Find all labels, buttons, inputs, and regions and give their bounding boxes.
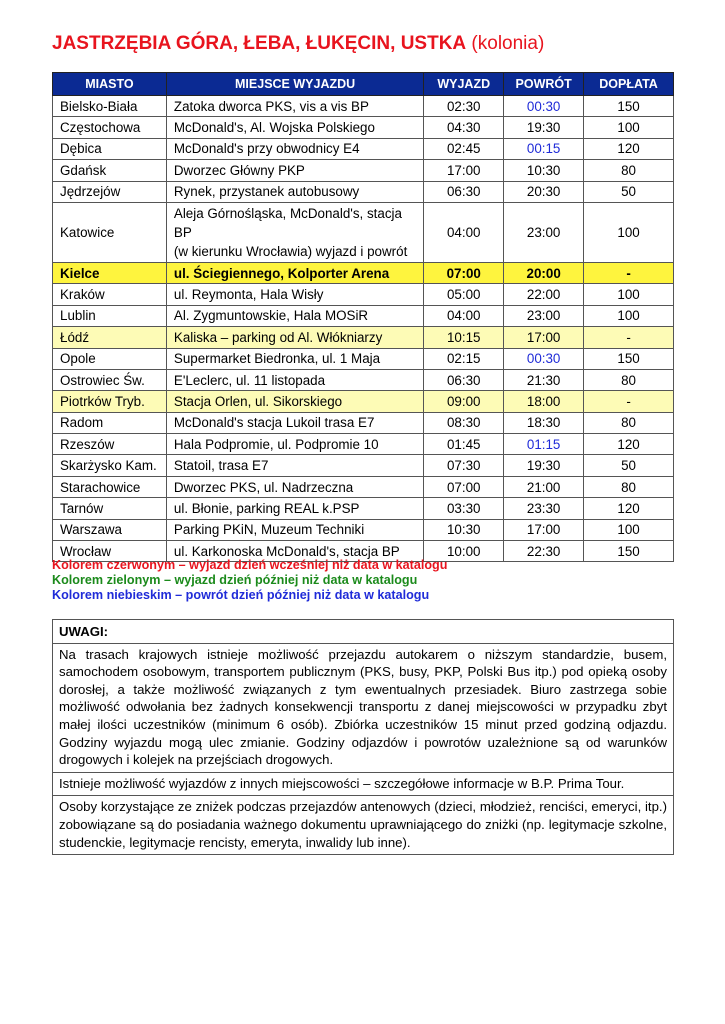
cell-city: Dębica <box>53 138 167 159</box>
cell-fee: 100 <box>584 202 674 262</box>
cell-departure: 05:00 <box>424 284 504 305</box>
table-row <box>53 498 674 519</box>
cell-departure: 02:15 <box>424 348 504 369</box>
cell-place <box>166 202 423 262</box>
cell-fee: - <box>584 391 674 412</box>
table-row <box>53 434 674 455</box>
cell-fee: 150 <box>584 96 674 117</box>
header-fee: DOPŁATA <box>584 73 674 96</box>
cell-city: Wrocław <box>53 541 167 562</box>
cell-place: Dworzec PKS, ul. Nadrzeczna <box>166 476 423 497</box>
cell-return: 21:30 <box>504 369 584 390</box>
cell-fee: 120 <box>584 434 674 455</box>
cell-place: ul. Błonie, parking REAL k.PSP <box>166 498 423 519</box>
cell-city: Opole <box>53 348 167 369</box>
cell-fee: 80 <box>584 160 674 181</box>
cell-departure: 07:00 <box>424 262 504 283</box>
cell-city: Katowice <box>53 202 167 262</box>
table-row <box>53 305 674 326</box>
cell-city: Radom <box>53 412 167 433</box>
cell-city: Kielce <box>53 262 167 283</box>
cell-return: 19:30 <box>504 117 584 138</box>
cell-departure: 04:30 <box>424 117 504 138</box>
cell-departure: 10:15 <box>424 327 504 348</box>
cell-fee: 120 <box>584 138 674 159</box>
departure-table <box>52 72 674 562</box>
cell-city: Tarnów <box>53 498 167 519</box>
cell-departure: 04:00 <box>424 202 504 262</box>
cell-city: Łódź <box>53 327 167 348</box>
table-row <box>53 348 674 369</box>
table-row <box>53 117 674 138</box>
cell-fee: 120 <box>584 498 674 519</box>
cell-departure: 10:00 <box>424 541 504 562</box>
cell-city: Rzeszów <box>53 434 167 455</box>
cell-fee: 150 <box>584 348 674 369</box>
header-place: MIEJSCE WYJAZDU <box>166 73 423 96</box>
cell-fee: 100 <box>584 519 674 540</box>
cell-departure: 03:30 <box>424 498 504 519</box>
cell-place: McDonald's stacja Lukoil trasa E7 <box>166 412 423 433</box>
cell-city: Warszawa <box>53 519 167 540</box>
cell-place: McDonald's przy obwodnicy E4 <box>166 138 423 159</box>
cell-return: 19:30 <box>504 455 584 476</box>
table-row <box>53 262 674 283</box>
cell-fee: 100 <box>584 117 674 138</box>
cell-return: 21:00 <box>504 476 584 497</box>
cell-fee: 150 <box>584 541 674 562</box>
header-departure: WYJAZD <box>424 73 504 96</box>
cell-return: 17:00 <box>504 327 584 348</box>
cell-city: Piotrków Tryb. <box>53 391 167 412</box>
cell-departure: 06:30 <box>424 181 504 202</box>
cell-city: Kraków <box>53 284 167 305</box>
cell-place: Parking PKiN, Muzeum Techniki <box>166 519 423 540</box>
header-city: MIASTO <box>53 73 167 96</box>
cell-departure: 08:30 <box>424 412 504 433</box>
title-suffix: (kolonia) <box>471 33 545 54</box>
table-row <box>53 476 674 497</box>
cell-fee: - <box>584 262 674 283</box>
legend-green: Kolorem zielonym – wyjazd dzień później niż data w katalogu <box>52 573 418 587</box>
table-row <box>53 181 674 202</box>
cell-fee: 50 <box>584 455 674 476</box>
cell-place-line: Aleja Górnośląska, McDonald's, stacja BP <box>173 205 402 240</box>
cell-return: 18:00 <box>504 391 584 412</box>
cell-city: Ostrowiec Św. <box>53 369 167 390</box>
cell-departure: 02:30 <box>424 96 504 117</box>
cell-city: Częstochowa <box>53 117 167 138</box>
cell-return: 20:30 <box>504 181 584 202</box>
cell-city: Gdańsk <box>53 160 167 181</box>
cell-return: 20:00 <box>504 262 584 283</box>
cell-city: Starachowice <box>53 476 167 497</box>
cell-fee: 80 <box>584 476 674 497</box>
cell-return: 01:15 <box>504 434 584 455</box>
table-row <box>53 327 674 348</box>
cell-departure: 07:00 <box>424 476 504 497</box>
cell-return: 18:30 <box>504 412 584 433</box>
cell-return: 00:30 <box>504 96 584 117</box>
cell-place: Hala Podpromie, ul. Podpromie 10 <box>166 434 423 455</box>
cell-return: 22:00 <box>504 284 584 305</box>
cell-place: Rynek, przystanek autobusowy <box>166 181 423 202</box>
notes-paragraph: Istnieje możliwość wyjazdów z innych miejscowości – szczegółowe informacje w B.P. Prima Tour. <box>53 773 673 797</box>
cell-place-line: (w kierunku Wrocławia) wyjazd i powrót <box>173 243 408 259</box>
cell-place: Dworzec Główny PKP <box>166 160 423 181</box>
cell-fee: 80 <box>584 369 674 390</box>
cell-return: 23:30 <box>504 498 584 519</box>
table-row <box>53 412 674 433</box>
cell-return: 00:30 <box>504 348 584 369</box>
cell-departure: 02:45 <box>424 138 504 159</box>
table-row <box>53 96 674 117</box>
cell-departure: 06:30 <box>424 369 504 390</box>
cell-fee: - <box>584 327 674 348</box>
cell-departure: 17:00 <box>424 160 504 181</box>
cell-return: 23:00 <box>504 202 584 262</box>
cell-place: Supermarket Biedronka, ul. 1 Maja <box>166 348 423 369</box>
table-row <box>53 391 674 412</box>
cell-place: McDonald's, Al. Wojska Polskiego <box>166 117 423 138</box>
cell-place: Zatoka dworca PKS, vis a vis BP <box>166 96 423 117</box>
cell-return: 23:00 <box>504 305 584 326</box>
notes-paragraph: Osoby korzystające ze zniżek podczas przejazdów antenowych (dzieci, młodzież, renciści, emeryci, itp.) zobowiązane są do posiadania ważnego dokumentu uprawniającego do zniżki (np. legitymacje szkolne, studenckie, legitymacje rencisty, emeryta, inwalidy lub inne). <box>59 799 667 850</box>
cell-place: Statoil, trasa E7 <box>166 455 423 476</box>
cell-city: Bielsko-Biała <box>53 96 167 117</box>
cell-city: Skarżysko Kam. <box>53 455 167 476</box>
cell-place: Al. Zygmuntowskie, Hala MOSiR <box>166 305 423 326</box>
title-main: JASTRZĘBIA GÓRA, ŁEBA, ŁUKĘCIN, USTKA <box>52 33 467 54</box>
header-return: POWRÓT <box>504 73 584 96</box>
cell-place: ul. Reymonta, Hala Wisły <box>166 284 423 305</box>
cell-fee: 100 <box>584 284 674 305</box>
cell-place: Kaliska – parking od Al. Włókniarzy <box>166 327 423 348</box>
table-row <box>53 455 674 476</box>
legend-blue: Kolorem niebieskim – powrót dzień później niż data w katalogu <box>52 588 430 602</box>
cell-return: 22:30 <box>504 541 584 562</box>
table-row <box>53 284 674 305</box>
table-header-row <box>53 73 674 96</box>
cell-place: E'Leclerc, ul. 11 listopada <box>166 369 423 390</box>
table-row <box>53 519 674 540</box>
table-row <box>53 138 674 159</box>
cell-city: Jędrzejów <box>53 181 167 202</box>
table-row <box>53 202 674 262</box>
cell-return: 10:30 <box>504 160 584 181</box>
color-legend <box>52 558 447 603</box>
cell-fee: 100 <box>584 305 674 326</box>
notes-heading: UWAGI: <box>53 620 673 644</box>
cell-place: ul. Ściegiennego, Kolporter Arena <box>166 262 423 283</box>
notes-box <box>52 619 674 855</box>
table-row <box>53 160 674 181</box>
notes-paragraph: Na trasach krajowych istnieje możliwość przejazdu autokarem o niższym standardzie, busem, samochodem osobowym, transportem publicznym (PKS, busy, PKP, Polski Bus itp.) pod opieką osoby dorosłej, a także możliwość związanych z tym ewentualnych przesiadek. Biuro zastrzega sobie możliwość odwołania bez żadnych konsekwencji transportu z danej miejscowości w przypadku zbyt małej ilości uczestników (minimum 6 osób). Zbiórka uczestników 15 minut przed godziną odjazdu. Godziny wyjazdu mogą ulec zmianie. Godziny odjazdów i powrotów uzależnione są od warunków drogowych i kolejek na przejściach drogowych. <box>53 644 673 773</box>
cell-return: 17:00 <box>504 519 584 540</box>
cell-fee: 80 <box>584 412 674 433</box>
cell-return: 00:15 <box>504 138 584 159</box>
cell-fee: 50 <box>584 181 674 202</box>
legend-red: Kolorem czerwonym – wyjazd dzień wcześniej niż data w katalogu <box>52 558 448 572</box>
cell-departure: 01:45 <box>424 434 504 455</box>
cell-departure: 10:30 <box>424 519 504 540</box>
cell-departure: 09:00 <box>424 391 504 412</box>
cell-place: Stacja Orlen, ul. Sikorskiego <box>166 391 423 412</box>
page-title <box>52 33 544 55</box>
table-row <box>53 369 674 390</box>
cell-departure: 07:30 <box>424 455 504 476</box>
cell-departure: 04:00 <box>424 305 504 326</box>
cell-place: ul. Karkonoska McDonald's, stacja BP <box>166 541 423 562</box>
cell-city: Lublin <box>53 305 167 326</box>
